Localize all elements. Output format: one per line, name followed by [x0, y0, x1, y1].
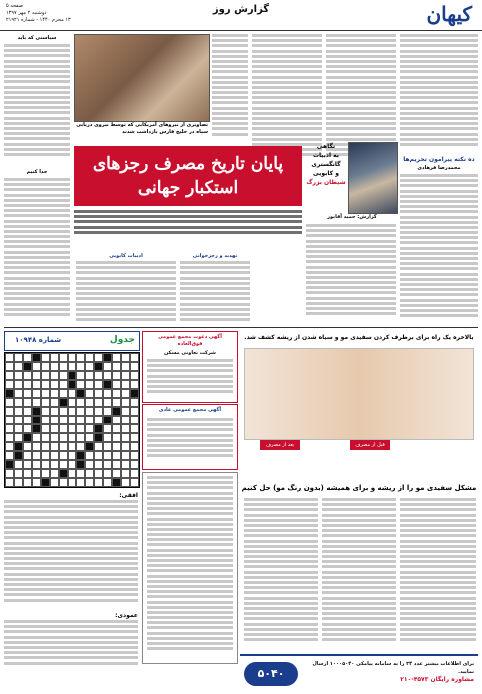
crossword-cell[interactable] — [5, 353, 14, 362]
crossword-cell[interactable] — [41, 353, 50, 362]
lead-byline: گزارش: حمید آقابور — [327, 214, 377, 220]
crossword-cell[interactable] — [59, 416, 68, 425]
crossword-block — [76, 460, 85, 469]
crossword-cell[interactable] — [68, 362, 77, 371]
crossword-block — [23, 433, 32, 442]
side-title-line-5: شیطان بزرگ — [306, 179, 346, 186]
crossword-block — [32, 424, 41, 433]
crossword-cell[interactable] — [50, 353, 59, 362]
hair-before-label: قبل از مصرف — [350, 440, 390, 450]
crossword-cell[interactable] — [41, 433, 50, 442]
crossword-cell[interactable] — [121, 451, 130, 460]
crossword-cell[interactable] — [32, 451, 41, 460]
crossword-cell[interactable] — [50, 460, 59, 469]
crossword-cell[interactable] — [85, 433, 94, 442]
crossword-block — [59, 398, 68, 407]
crossword-cell[interactable] — [14, 416, 23, 425]
crossword-cell[interactable] — [94, 451, 103, 460]
crossword-block — [85, 442, 94, 451]
left-article-top — [4, 44, 70, 164]
hair-ad-illustration — [244, 348, 474, 440]
crossword-cell[interactable] — [76, 380, 85, 389]
crossword-cell[interactable] — [112, 451, 121, 460]
crossword-cell[interactable] — [112, 362, 121, 371]
crossword-cell[interactable] — [103, 424, 112, 433]
crossword-cell[interactable] — [85, 460, 94, 469]
crossword-cell[interactable] — [112, 416, 121, 425]
crossword-cell[interactable] — [94, 416, 103, 425]
subhead-2: ادبیات کابویی — [109, 253, 143, 259]
crossword-cell[interactable] — [41, 469, 50, 478]
crossword-cell[interactable] — [50, 424, 59, 433]
crossword-cell[interactable] — [112, 469, 121, 478]
crossword-cell[interactable] — [85, 451, 94, 460]
crossword-cell[interactable] — [85, 389, 94, 398]
crossword-cell[interactable] — [32, 433, 41, 442]
crossword-cell[interactable] — [50, 469, 59, 478]
crossword-cell[interactable] — [121, 469, 130, 478]
crossword-cell[interactable] — [68, 451, 77, 460]
crossword-cell[interactable] — [121, 416, 130, 425]
lead-intro — [74, 210, 302, 250]
crossword-cell[interactable] — [41, 460, 50, 469]
crossword-cell[interactable] — [130, 424, 139, 433]
crossword-cell[interactable] — [23, 353, 32, 362]
crossword-cell[interactable] — [85, 416, 94, 425]
crossword-cell[interactable] — [14, 398, 23, 407]
crossword-cell[interactable] — [112, 353, 121, 362]
crossword-cell[interactable] — [103, 469, 112, 478]
crossword-cell[interactable] — [121, 380, 130, 389]
crossword-cell[interactable] — [5, 424, 14, 433]
hair-after-label: بعد از مصرف — [260, 440, 300, 450]
crossword-cell[interactable] — [76, 442, 85, 451]
crossword-cell[interactable] — [76, 433, 85, 442]
crossword-cell[interactable] — [41, 416, 50, 425]
lead-article-col-3 — [212, 34, 248, 164]
crossword-block — [103, 416, 112, 425]
crossword-vertical-clues — [4, 620, 138, 672]
crossword-cell[interactable] — [5, 451, 14, 460]
crossword-header — [4, 331, 140, 351]
crossword-cell[interactable] — [50, 380, 59, 389]
crossword-cell[interactable] — [130, 398, 139, 407]
mid-col-3 — [76, 261, 176, 325]
side-title-line-3: گانگستری — [311, 161, 341, 168]
crossword-cell[interactable] — [112, 380, 121, 389]
side-title-line-1: نگاهی — [316, 143, 336, 150]
issue-date: دوشنبه ۲ مهر ۱۳۹۷ — [6, 10, 47, 16]
speaker-photo — [348, 142, 398, 214]
crossword-cell[interactable] — [14, 371, 23, 380]
crossword-cell[interactable] — [23, 416, 32, 425]
crossword-block — [103, 353, 112, 362]
crossword-cell[interactable] — [68, 424, 77, 433]
horizontal-divider — [4, 327, 478, 328]
crossword-cell[interactable] — [68, 407, 77, 416]
crossword-cell[interactable] — [68, 416, 77, 425]
crossword-cell[interactable] — [14, 389, 23, 398]
crossword-cell[interactable] — [5, 478, 14, 487]
crossword-cell[interactable] — [23, 380, 32, 389]
crossword-cell[interactable] — [50, 362, 59, 371]
crossword-cell[interactable] — [121, 424, 130, 433]
crossword-cell[interactable] — [76, 469, 85, 478]
hair-ad-title: بالاخره یک راه برای برطرف کردن سفیدی مو و سیاه شدن از ریشه کشف شد. — [240, 331, 478, 345]
ad-2-body — [143, 416, 237, 462]
crossword-cell[interactable] — [41, 398, 50, 407]
crossword-cell[interactable] — [94, 398, 103, 407]
crossword-cell[interactable] — [103, 478, 112, 487]
ad-1-subtitle: شرکت تعاونی مسکن — [164, 350, 216, 356]
left-article-body — [4, 178, 70, 324]
crossword-cell[interactable] — [121, 353, 130, 362]
crossword-cell[interactable] — [59, 371, 68, 380]
crossword-cell[interactable] — [41, 389, 50, 398]
crossword-cell[interactable] — [85, 424, 94, 433]
issue-number: ۱۳ محرم ۱۴۴۰ - شماره ۲۱۹۲۱ — [6, 17, 71, 23]
crossword-cell[interactable] — [59, 442, 68, 451]
crossword-cell[interactable] — [112, 433, 121, 442]
crossword-block — [59, 469, 68, 478]
crossword-cell[interactable] — [32, 469, 41, 478]
crossword-cell[interactable] — [130, 353, 139, 362]
crossword-cell[interactable] — [14, 353, 23, 362]
crossword-cell[interactable] — [76, 362, 85, 371]
crossword-cell[interactable] — [32, 362, 41, 371]
crossword-cell[interactable] — [32, 442, 41, 451]
newspaper-logo: کیهان — [426, 2, 472, 26]
footer-sms-number: ۵۰۴۰ — [244, 662, 298, 686]
crossword-horizontal-clues — [4, 500, 138, 610]
crossword-cell[interactable] — [121, 389, 130, 398]
crossword-cell[interactable] — [68, 353, 77, 362]
crossword-cell[interactable] — [103, 433, 112, 442]
crossword-cell[interactable] — [130, 407, 139, 416]
crossword-cell[interactable] — [121, 478, 130, 487]
crossword-block — [76, 389, 85, 398]
crossword-cell[interactable] — [59, 380, 68, 389]
crossword-cell[interactable] — [5, 407, 14, 416]
ad-1-title: آگهی دعوت مجمع عمومی فوق‌العاده — [158, 334, 222, 347]
crossword-cell[interactable] — [5, 380, 14, 389]
crossword-cell[interactable] — [112, 460, 121, 469]
crossword-cell[interactable] — [130, 433, 139, 442]
subhead-1: تهدید و رجزخوانی — [192, 253, 238, 259]
hair-ad-col-2 — [322, 498, 396, 648]
crossword-cell[interactable] — [112, 424, 121, 433]
crossword-cell[interactable] — [103, 371, 112, 380]
crossword-cell[interactable] — [94, 469, 103, 478]
crossword-cell[interactable] — [130, 451, 139, 460]
ad-1-body — [143, 357, 237, 397]
crossword-cell[interactable] — [14, 407, 23, 416]
crossword-block — [41, 478, 50, 487]
crossword-cell[interactable] — [85, 407, 94, 416]
issue-info — [6, 3, 71, 24]
crossword-block — [76, 451, 85, 460]
crossword-block — [5, 460, 14, 469]
lead-photo — [74, 34, 210, 122]
crossword-cell[interactable] — [5, 398, 14, 407]
crossword-cell[interactable] — [103, 442, 112, 451]
crossword-cell[interactable] — [23, 460, 32, 469]
crossword-cell[interactable] — [121, 371, 130, 380]
crossword-cell[interactable] — [94, 442, 103, 451]
lead-side-title — [306, 142, 346, 212]
crossword-cell[interactable] — [85, 469, 94, 478]
section-title: گزارش روز — [212, 4, 270, 15]
crossword-cell[interactable] — [68, 433, 77, 442]
crossword-cell[interactable] — [94, 407, 103, 416]
crossword-cell[interactable] — [68, 442, 77, 451]
crossword-cell[interactable] — [50, 371, 59, 380]
crossword-cell[interactable] — [94, 478, 103, 487]
crossword-cell[interactable] — [14, 424, 23, 433]
crossword-cell[interactable] — [103, 451, 112, 460]
crossword-cell[interactable] — [130, 362, 139, 371]
crossword-cell[interactable] — [85, 478, 94, 487]
crossword-block — [112, 407, 121, 416]
crossword-cell[interactable] — [68, 398, 77, 407]
ad-notices-list — [142, 472, 238, 664]
crossword-cell[interactable] — [94, 460, 103, 469]
crossword-cell[interactable] — [59, 424, 68, 433]
crossword-cell[interactable] — [32, 478, 41, 487]
crossword-block — [32, 353, 41, 362]
crossword-cell[interactable] — [50, 442, 59, 451]
crossword-cell[interactable] — [32, 398, 41, 407]
crossword-cell[interactable] — [59, 433, 68, 442]
crossword-cell[interactable] — [121, 362, 130, 371]
hair-ad-subtitle: مشکل سفیدی مو را از ریشه و برای همیشه (بدون رنگ مو) حل کنیم — [241, 484, 477, 492]
footer-phone: مشاوره رایگان ۴۵۷۳-۲۱۰ — [400, 676, 474, 683]
hair-ad-col-1 — [244, 498, 318, 648]
crossword-cell[interactable] — [121, 407, 130, 416]
crossword-block — [14, 442, 23, 451]
crossword-cell[interactable] — [130, 380, 139, 389]
crossword-cell[interactable] — [50, 407, 59, 416]
crossword-cell[interactable] — [32, 460, 41, 469]
crossword-cell[interactable] — [103, 389, 112, 398]
crossword-cell[interactable] — [76, 398, 85, 407]
crossword-cell[interactable] — [76, 371, 85, 380]
lead-headline-banner: پایان تاریخ مصرف رجزهای استکبار جهانی — [74, 146, 302, 206]
crossword-cell[interactable] — [59, 353, 68, 362]
crossword-cell[interactable] — [14, 469, 23, 478]
crossword-cell[interactable] — [5, 442, 14, 451]
crossword-block — [23, 362, 32, 371]
crossword-cell[interactable] — [14, 362, 23, 371]
crossword-cell[interactable] — [41, 451, 50, 460]
ad-2-title: آگهی مجمع عمومی عادی — [158, 407, 222, 413]
crossword-cell[interactable] — [112, 371, 121, 380]
crossword-block — [32, 407, 41, 416]
crossword-block — [68, 380, 77, 389]
crossword-grid[interactable] — [4, 352, 140, 488]
crossword-block — [94, 433, 103, 442]
crossword-cell[interactable] — [50, 478, 59, 487]
crossword-cell[interactable] — [85, 362, 94, 371]
crossword-cell[interactable] — [94, 389, 103, 398]
mid-col-1 — [306, 224, 396, 324]
crossword-cell[interactable] — [50, 433, 59, 442]
crossword-block — [5, 389, 14, 398]
crossword-cell[interactable] — [85, 398, 94, 407]
crossword-cell[interactable] — [130, 371, 139, 380]
crossword-cell[interactable] — [59, 451, 68, 460]
crossword-block — [94, 424, 103, 433]
ad-notice-1 — [142, 331, 238, 403]
crossword-block — [32, 416, 41, 425]
crossword-cell[interactable] — [41, 442, 50, 451]
crossword-cell[interactable] — [50, 451, 59, 460]
crossword-cell[interactable] — [5, 469, 14, 478]
crossword-cell[interactable] — [59, 407, 68, 416]
crossword-cell[interactable] — [76, 424, 85, 433]
crossword-cell[interactable] — [23, 451, 32, 460]
left-column-title-2: جدا کنیم — [26, 169, 48, 175]
crossword-horizontal-label: افقی: — [119, 492, 138, 499]
side-title-line-2: به ادبیات — [312, 152, 340, 159]
crossword-cell[interactable] — [41, 407, 50, 416]
crossword-cell[interactable] — [23, 469, 32, 478]
crossword-cell[interactable] — [41, 362, 50, 371]
crossword-cell[interactable] — [59, 460, 68, 469]
crossword-cell[interactable] — [32, 371, 41, 380]
masthead — [0, 0, 482, 31]
crossword-cell[interactable] — [23, 424, 32, 433]
crossword-cell[interactable] — [94, 353, 103, 362]
crossword-cell[interactable] — [76, 416, 85, 425]
crossword-cell[interactable] — [59, 362, 68, 371]
crossword-cell[interactable] — [121, 398, 130, 407]
crossword-cell[interactable] — [5, 416, 14, 425]
crossword-cell[interactable] — [121, 460, 130, 469]
crossword-cell[interactable] — [5, 371, 14, 380]
crossword-cell[interactable] — [112, 389, 121, 398]
crossword-cell[interactable] — [14, 433, 23, 442]
hair-ad-col-3 — [400, 498, 476, 648]
right-column-title: ده نکته پیرامون تحریم‌ها — [403, 156, 475, 163]
crossword-vertical-label: عمودی: — [115, 612, 138, 619]
crossword-cell[interactable] — [68, 389, 77, 398]
right-article-top — [400, 34, 478, 154]
crossword-cell[interactable] — [121, 442, 130, 451]
right-article-body — [400, 174, 478, 324]
crossword-cell[interactable] — [76, 353, 85, 362]
footer-sms-text: برای اطلاعات بیشتر عدد ۳۴ را به سامانه پیامکی ۱۰۰۰۵۰۴۰ ارسال نمایید. — [312, 661, 474, 675]
crossword-cell[interactable] — [112, 398, 121, 407]
crossword-cell[interactable] — [85, 353, 94, 362]
crossword-cell[interactable] — [103, 398, 112, 407]
mid-col-2 — [180, 261, 250, 325]
crossword-cell[interactable] — [85, 380, 94, 389]
crossword-cell[interactable] — [103, 460, 112, 469]
crossword-cell[interactable] — [130, 478, 139, 487]
crossword-cell[interactable] — [23, 371, 32, 380]
crossword-cell[interactable] — [68, 460, 77, 469]
crossword-cell[interactable] — [50, 398, 59, 407]
crossword-cell[interactable] — [94, 380, 103, 389]
crossword-cell[interactable] — [50, 416, 59, 425]
crossword-cell[interactable] — [41, 424, 50, 433]
crossword-cell[interactable] — [94, 371, 103, 380]
crossword-cell[interactable] — [130, 416, 139, 425]
crossword-block — [112, 478, 121, 487]
lead-photo-caption: تصاویری از نیروهای آمریکایی که توسط نیروی دریایی سپاه در خلیج فارس بازداشت شدند — [76, 122, 208, 135]
crossword-cell[interactable] — [76, 478, 85, 487]
page-number: صفحه ۵ — [6, 3, 23, 9]
crossword-cell[interactable] — [121, 433, 130, 442]
crossword-number: شماره ۱۰۹۴۸ — [15, 336, 62, 344]
crossword-cell[interactable] — [14, 460, 23, 469]
crossword-block — [103, 380, 112, 389]
crossword-cell[interactable] — [68, 478, 77, 487]
crossword-label: جدول — [109, 335, 135, 345]
crossword-block — [130, 389, 139, 398]
crossword-cell[interactable] — [76, 407, 85, 416]
crossword-cell[interactable] — [130, 460, 139, 469]
crossword-cell[interactable] — [5, 433, 14, 442]
crossword-cell[interactable] — [41, 371, 50, 380]
crossword-block — [14, 451, 23, 460]
crossword-cell[interactable] — [50, 389, 59, 398]
crossword-cell[interactable] — [41, 380, 50, 389]
crossword-cell[interactable] — [59, 389, 68, 398]
crossword-cell[interactable] — [130, 442, 139, 451]
crossword-cell[interactable] — [5, 362, 14, 371]
ad-notice-2 — [142, 404, 238, 470]
crossword-cell[interactable] — [68, 469, 77, 478]
crossword-cell[interactable] — [23, 478, 32, 487]
crossword-block — [94, 362, 103, 371]
crossword-cell[interactable] — [130, 469, 139, 478]
crossword-cell[interactable] — [14, 380, 23, 389]
right-column-author: محمدرضا فرهادی — [417, 165, 461, 171]
crossword-block — [68, 371, 77, 380]
crossword-cell[interactable] — [23, 398, 32, 407]
crossword-cell[interactable] — [112, 442, 121, 451]
crossword-cell[interactable] — [32, 389, 41, 398]
left-column-title: سیاستی که باید — [17, 35, 57, 41]
crossword-cell[interactable] — [23, 407, 32, 416]
crossword-cell[interactable] — [23, 389, 32, 398]
footer-ad-bar — [240, 654, 478, 692]
crossword-cell[interactable] — [14, 478, 23, 487]
crossword-cell[interactable] — [59, 478, 68, 487]
crossword-cell[interactable] — [103, 362, 112, 371]
side-title-line-4: و کابویی — [313, 170, 339, 177]
crossword-cell[interactable] — [103, 407, 112, 416]
crossword-cell[interactable] — [32, 380, 41, 389]
crossword-cell[interactable] — [85, 371, 94, 380]
crossword-cell[interactable] — [23, 442, 32, 451]
